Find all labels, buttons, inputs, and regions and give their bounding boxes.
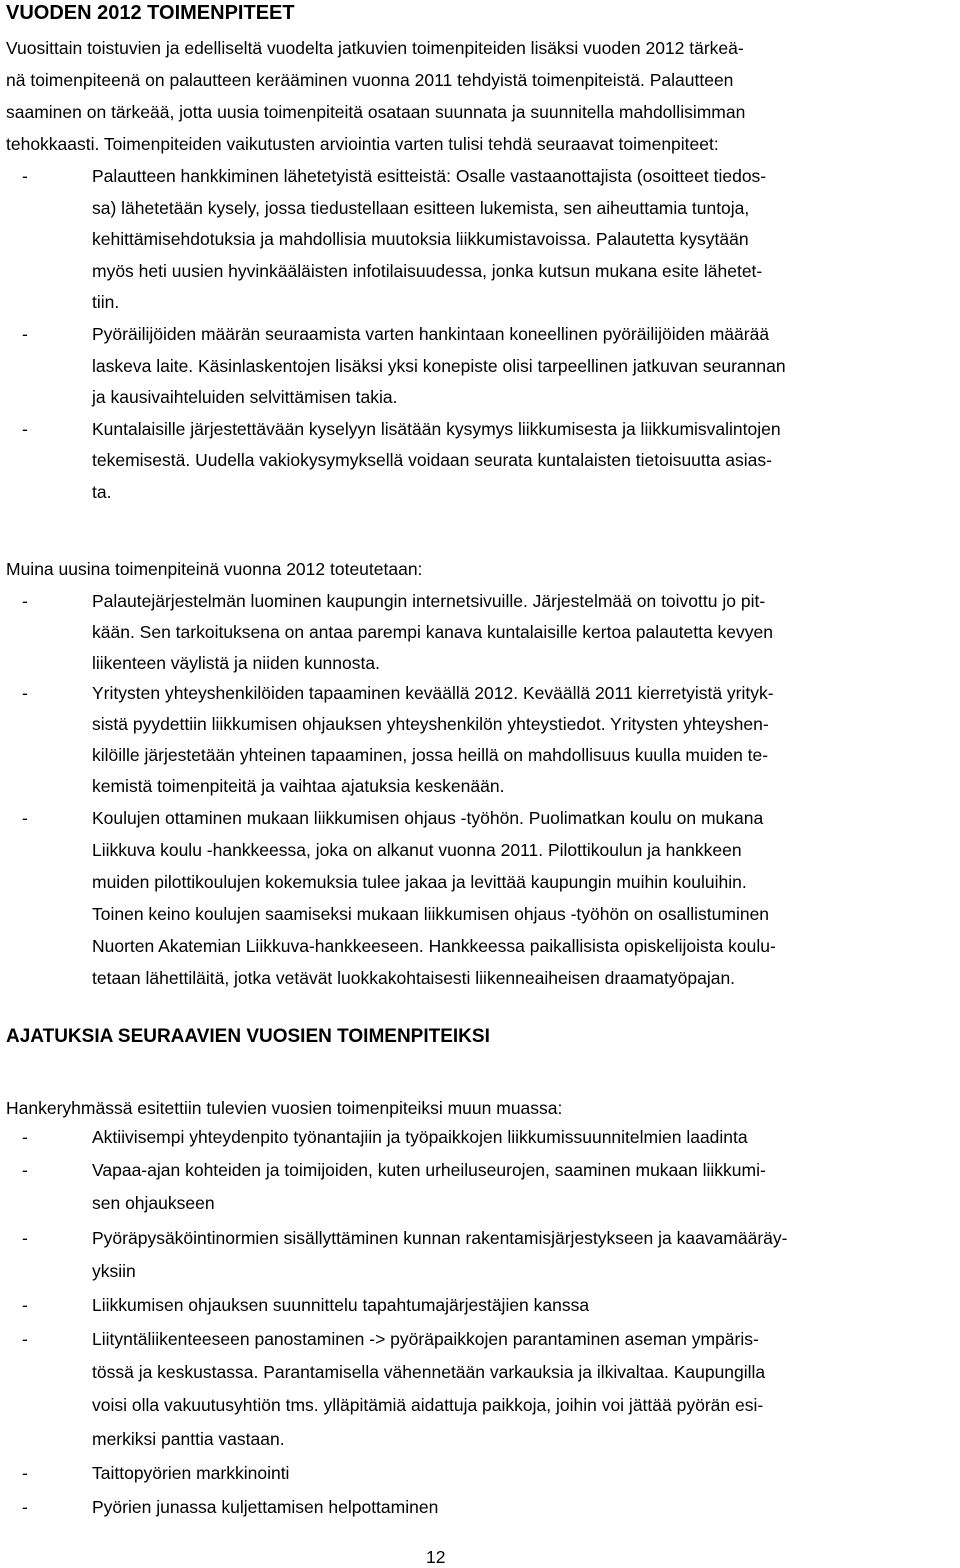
list-bullet-dash: - <box>22 324 28 344</box>
list2-item-line: sistä pyydettiin liikkumisen ohjauksen yhteyshenkilön yhteystiedot. Yritysten yhteyshen- <box>92 714 769 734</box>
list3-item-line: Taittopyörien markkinointi <box>92 1463 290 1483</box>
list3-item-line: yksiin <box>92 1261 136 1281</box>
list3-item-line: Liikkumisen ohjauksen suunnittelu tapahtumajärjestäjien kanssa <box>92 1295 590 1315</box>
list-bullet-dash: - <box>22 1463 28 1483</box>
list2-item-line: kilöille järjestetään yhteinen tapaaminen, jossa heillä on mahdollisuus kuulla muiden te- <box>92 745 769 765</box>
list1-item-line: ta. <box>92 482 112 502</box>
list1-item-line: myös heti uusien hyvinkääläisten infotilaisuudessa, jonka kutsun mukana esite lähetet- <box>92 260 763 281</box>
list3-item-line: voisi olla vakuutusyhtiön tms. ylläpitämiä aidattuja paikkoja, joihin voi jättää pyörän esi- <box>92 1395 764 1415</box>
list3-item-line: Aktiivisempi yhteydenpito työnantajiin ja työpaikkojen liikkumissuunnitelmien laadinta <box>92 1127 748 1147</box>
heading-ajatuksia: AJATUKSIA SEURAAVIEN VUOSIEN TOIMENPITEIKSI <box>6 1026 490 1047</box>
list-bullet-dash: - <box>22 1127 28 1147</box>
heading-vuoden-2012: VUODEN 2012 TOIMENPITEET <box>6 2 295 24</box>
intro-line: saaminen on tärkeää, jotta uusia toimenpiteitä osataan suunnata ja suunnitella mahdollisimman <box>6 102 746 122</box>
intro-line: Vuosittain toistuvien ja edelliseltä vuodelta jatkuvien toimenpiteiden lisäksi vuoden 2012 tärkeä- <box>6 38 744 58</box>
list3-item-line: sen ohjaukseen <box>92 1193 215 1213</box>
list-bullet-dash: - <box>22 1160 28 1180</box>
list3-item-line: tössä ja keskustassa. Parantamisella vähennetään varkauksia ja ilkivaltaa. Kaupungilla <box>92 1362 766 1382</box>
list1-item-line: Palautteen hankkiminen lähetetyistä esitteistä: Osalle vastaanottajista (osoitteet tiedos- <box>92 166 767 186</box>
list-bullet-dash: - <box>22 1497 28 1517</box>
list2-item-line: Palautejärjestelmän luominen kaupungin internetsivuille. Järjestelmää on toivottu jo pit- <box>92 591 766 611</box>
list-bullet-dash: - <box>22 1295 28 1315</box>
list2-item-line: Yritysten yhteyshenkilöiden tapaaminen keväällä 2012. Keväällä 2011 kierretyistä yrityk- <box>92 683 774 703</box>
list1-item-line: kehittämisehdotuksia ja mahdollisia muutoksia liikkumistavoissa. Palautetta kysytään <box>92 229 749 250</box>
list2-item-line: kään. Sen tarkoituksena on antaa parempi kanava kuntalaisille kertoa palautetta kevyen <box>92 622 773 642</box>
list2-item-line: Liikkuva koulu -hankkeessa, joka on alkanut vuonna 2011. Pilottikoulun ja hankkeen <box>92 840 742 860</box>
list-bullet-dash: - <box>22 418 28 439</box>
list-bullet-dash: - <box>22 1329 28 1349</box>
list1-item-line: Pyöräilijöiden määrän seuraamista varten hankintaan koneellinen pyöräilijöiden määrää <box>92 324 770 344</box>
list2-item-line: liikenteen väylistä ja niiden kunnosta. <box>92 653 380 673</box>
list1-item-line: sa) lähetetään kysely, jossa tiedustellaan esitteen lukemista, sen aiheuttamia tuntoja, <box>92 197 750 218</box>
list-bullet-dash: - <box>22 1228 28 1248</box>
list2-item-line: muiden pilottikoulujen kokemuksia tulee jakaa ja levittää kaupungin muihin kouluihin. <box>92 872 747 892</box>
list1-item-line: laskeva laite. Käsinlaskentojen lisäksi yksi konepiste olisi tarpeellinen jatkuvan seurannan <box>92 355 786 376</box>
list-bullet-dash: - <box>22 591 28 611</box>
intro-line: nä toimenpiteenä on palautteen kerääminen vuonna 2011 tehdyistä toimenpiteistä. Palautteen <box>6 70 734 90</box>
list2-item-line: tetaan lähettiläitä, jotka vetävät luokkakohtaisesti liikenneaiheisen draamatyöpajan. <box>92 968 736 988</box>
list-bullet-dash: - <box>22 683 28 703</box>
list3-item-line: Pyörien junassa kuljettamisen helpottaminen <box>92 1497 439 1517</box>
list2-item-line: Nuorten Akatemian Liikkuva-hankkeeseen. Hankkeessa paikallisista opiskelijoista koulu- <box>92 936 776 956</box>
list1-item-line: tekemisestä. Uudella vakiokysymyksellä voidaan seurata kuntalaisten tietoisuutta asias- <box>92 450 772 471</box>
paragraph-ideas-intro: Hankeryhmässä esitettiin tulevien vuosien toimenpiteiksi muun muassa: <box>6 1098 563 1118</box>
list-bullet-dash: - <box>22 166 28 186</box>
list1-item-line: Kuntalaisille järjestettävään kyselyyn lisätään kysymys liikkumisesta ja liikkumisvalintojen <box>92 418 781 439</box>
intro-line: tehokkaasti. Toimenpiteiden vaikutusten arviointia varten tulisi tehdä seuraavat toimenpiteet: <box>6 134 719 154</box>
list3-item-line: merkiksi panttia vastaan. <box>92 1429 285 1449</box>
list2-item-line: Toinen keino koulujen saamiseksi mukaan liikkumisen ohjaus -työhön on osallistuminen <box>92 904 770 924</box>
list3-item-line: Vapaa-ajan kohteiden ja toimijoiden, kuten urheiluseurojen, saaminen mukaan liikkumi- <box>92 1160 766 1180</box>
paragraph-new-measures: Muina uusina toimenpiteinä vuonna 2012 toteutetaan: <box>6 559 423 579</box>
list1-item-line: ja kausivaihteluiden selvittämisen takia. <box>92 387 398 408</box>
list2-item-line: Koulujen ottaminen mukaan liikkumisen ohjaus -työhön. Puolimatkan koulu on mukana <box>92 808 764 828</box>
list-bullet-dash: - <box>22 808 28 828</box>
page-number: 12 <box>426 1547 446 1567</box>
list2-item-line: kemistä toimenpiteitä ja vaihtaa ajatuksia keskenään. <box>92 776 505 796</box>
list3-item-line: Liityntäliikenteeseen panostaminen -> pyöräpaikkojen parantaminen aseman ympäris- <box>92 1329 759 1349</box>
list1-item-line: tiin. <box>92 292 120 313</box>
list3-item-line: Pyöräpysäköintinormien sisällyttäminen kunnan rakentamisjärjestykseen ja kaavamääräy- <box>92 1228 788 1248</box>
